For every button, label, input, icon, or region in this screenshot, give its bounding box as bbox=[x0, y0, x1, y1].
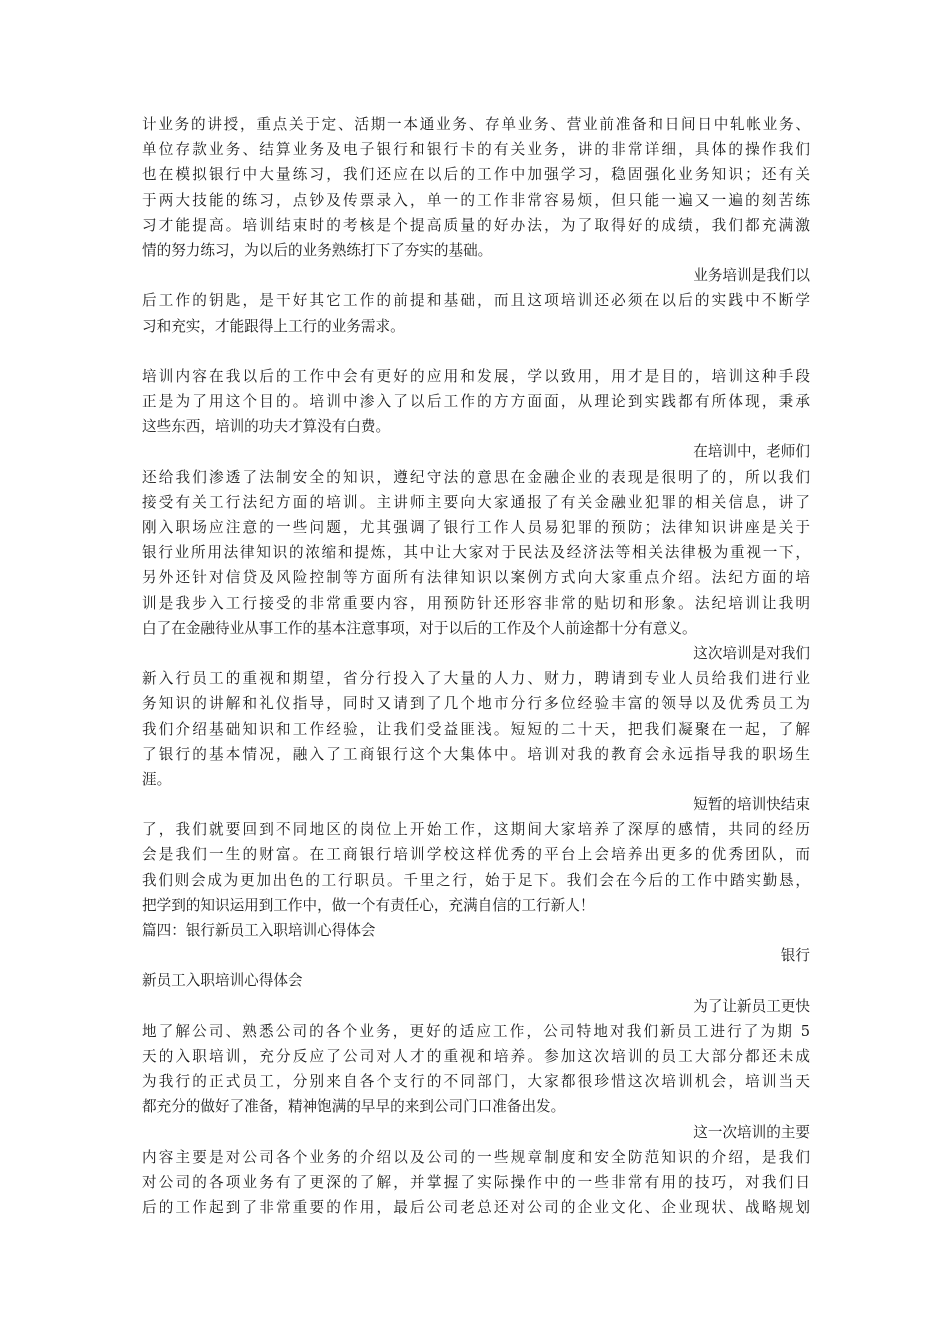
body-text-line: 培训内容在我以后的工作中会有更好的应用和发展，学以致用，用才是目的，培训这种手段 bbox=[142, 367, 810, 385]
body-text-line: 白了在金融待业从事工作的基本注意事项，对于以后的工作及个人前途都十分有意义。 bbox=[142, 619, 697, 637]
document-page bbox=[142, 112, 810, 1220]
body-text-line: 习才能提高。培训结束时的考核是个提高质量的好办法，为了取得好的成绩，我们都充满激 bbox=[142, 216, 810, 234]
section-heading: 篇四：银行新员工入职培训心得体会 bbox=[142, 922, 376, 939]
body-text-line: 接受有关工行法纪方面的培训。主讲师主要向大家通报了有关金融业犯罪的相关信息，讲了 bbox=[142, 493, 810, 511]
body-text-line: 都充分的做好了准备，精神饱满的早早的来到公司门口准备出发。 bbox=[142, 1098, 566, 1116]
body-text-line: 情的努力练习，为以后的业务熟练打下了夯实的基础。 bbox=[142, 241, 493, 259]
paragraph-start-fragment: 业务培训是我们以 bbox=[693, 267, 810, 285]
paragraph-gap bbox=[142, 339, 810, 364]
body-text-line: 单位存款业务、结算业务及电子银行和银行卡的有关业务，讲的非常详细，具体的操作我们 bbox=[142, 141, 810, 159]
body-text-line: 对公司的各项业务有了更深的了解，并掌握了实际操作中的一些非常有用的技巧，对我们日 bbox=[142, 1173, 810, 1191]
body-text-line: 正是为了用这个目的。培训中渗入了以后工作的方方面面，从理论到实践都有所体现，秉承 bbox=[142, 393, 810, 411]
body-text-line: 训是我步入工行接受的非常重要内容，用预防针还形容非常的贴切和形象。法纪培训让我明 bbox=[142, 594, 810, 612]
paragraph-start-fragment: 为了让新员工更快 bbox=[693, 997, 810, 1015]
body-text-line: 天的入职培训，充分反应了公司对人才的重视和培养。参加这次培训的员工大部分都还未成 bbox=[142, 1047, 810, 1065]
body-text-line: 了银行的基本情况，融入了工商银行这个大集体中。培训对我的教育会永远指导我的职场生 bbox=[142, 745, 810, 763]
paragraph-start-fragment: 短暂的培训快结束 bbox=[693, 796, 810, 814]
body-text-line: 会是我们一生的财富。在工商银行培训学校这样优秀的平台上会培养出更多的优秀团队，而 bbox=[142, 846, 810, 864]
body-text-line: 新入行员工的重视和期望，省分行投入了大量的人力、财力，聘请到专业人员给我们进行业 bbox=[142, 670, 810, 688]
body-text-line: 我们介绍基础知识和工作经验，让我们受益匪浅。短短的二十天，把我们凝聚在一起，了解 bbox=[142, 720, 810, 738]
body-text-line: 习和充实，才能跟得上工行的业务需求。 bbox=[142, 317, 405, 335]
paragraph-start-fragment: 这次培训是对我们 bbox=[693, 644, 810, 662]
body-text-line: 把学到的知识运用到工作中，做一个有责任心，充满自信的工行新人！ bbox=[142, 896, 595, 914]
body-text-line: 后工作的钥匙，是干好其它工作的前提和基础，而且这项培训还必须在以后的实践中不断学 bbox=[142, 292, 810, 310]
body-text-line: 计业务的讲授，重点关于定、活期一本通业务、存单业务、营业前准备和日间日中轧帐业务、 bbox=[142, 116, 810, 133]
paragraph-start-fragment: 这一次培训的主要 bbox=[693, 1123, 810, 1141]
body-text-line: 了，我们就要回到不同地区的岗位上开始工作，这期间大家培养了深厚的感情，共同的经历 bbox=[142, 821, 810, 839]
body-text-line: 刚入职场应注意的一些问题，尤其强调了银行工作人员易犯罪的预防；法律知识讲座是关于 bbox=[142, 519, 810, 536]
body-text-line: 新员工入职培训心得体会 bbox=[142, 972, 303, 990]
body-text-line: 另外还针对信贷及风险控制等方面所有法律知识以案例方式向大家重点介绍。法纪方面的培 bbox=[142, 569, 810, 587]
body-text-line: 地了解公司、熟悉公司的各个业务，更好的适应工作，公司特地对我们新员工进行了为期 5 bbox=[142, 1022, 810, 1040]
body-text-line: 也在模拟银行中大量练习，我们还应在以后的工作中加强学习，稳固强化业务知识；还有关 bbox=[142, 166, 810, 184]
body-text-line: 涯。 bbox=[142, 770, 172, 788]
body-text-line: 后的工作起到了非常重要的作用，最后公司老总还对公司的企业文化、企业现状、战略规划 bbox=[142, 1199, 810, 1217]
body-text-line: 于两大技能的练习，点钞及传票录入，单一的工作非常容易烦，但只能一遍又一遍的刻苦练 bbox=[142, 191, 810, 209]
body-text-line: 我们则会成为更加出色的工行职员。千里之行，始于足下。我们会在今后的工作中踏实勤恳， bbox=[142, 871, 810, 889]
paragraph-start-fragment: 银行 bbox=[780, 947, 810, 965]
body-text-line: 还给我们渗透了法制安全的知识，遵纪守法的意思在金融企业的表现是很明了的，所以我们 bbox=[142, 468, 810, 486]
body-text-line: 务知识的讲解和礼仪指导，同时又请到了几个地市分行多位经验丰富的领导以及优秀员工为 bbox=[142, 695, 810, 713]
body-text-line: 为我行的正式员工，分别来自各个支行的不同部门，大家都很珍惜这次培训机会，培训当天 bbox=[142, 1073, 810, 1091]
paragraph-start-fragment: 在培训中，老师们 bbox=[693, 443, 810, 461]
body-text-line: 这些东西，培训的功夫才算没有白费。 bbox=[142, 418, 391, 436]
body-text-line: 内容主要是对公司各个业务的介绍以及公司的一些规章制度和安全防范知识的介绍，是我们 bbox=[142, 1148, 810, 1166]
body-text-line: 银行业所用法律知识的浓缩和提炼，其中让大家对于民法及经济法等相关法律极为重视一下， bbox=[142, 544, 810, 562]
